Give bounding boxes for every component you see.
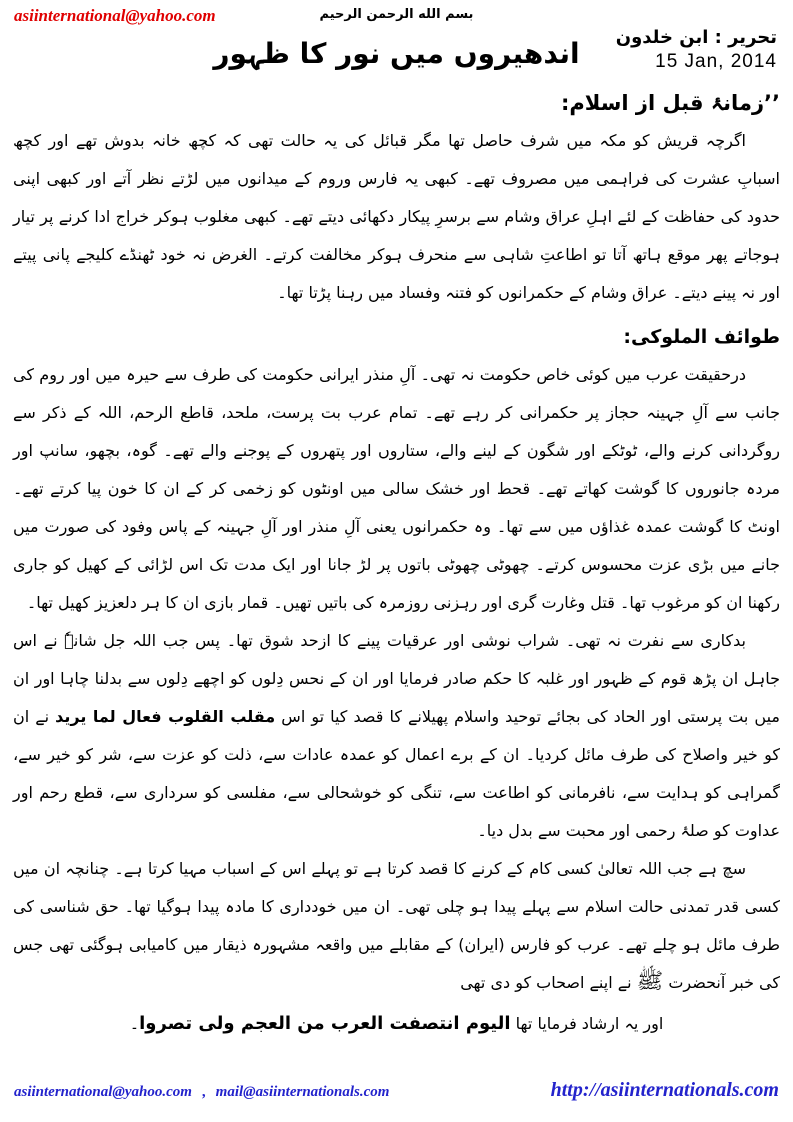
- arabic-hadith-quote: اليوم انتصفت العرب من العجم ولی تصروا: [139, 1013, 511, 1034]
- author-line: تحریر : ابن خلدون: [615, 27, 777, 48]
- closing-intro-text: اور یہ ارشاد فرمایا تھا: [515, 1014, 664, 1033]
- byline-block: [616, 27, 777, 73]
- paragraph-arab-society: درحقیقت عرب میں کوئی خاص حکومت نہ تھی۔ آلِ منذر ایرانی حکومت کی طرف سے حیرہ میں اور روم کی جانب سے آلِ جہینہ حجاز پر حکمرانی کر رہے تھے۔ تمام عرب بت پرست، ملحد، قاطع الرحم، اللہ کے ذکر سے روگردانی کرنے والے، ٹوٹکے اور شگون کے لینے والے، ستاروں اور پتھروں کے پوجنے والے تھے۔ گوہ، بچھو، سانپ اور مردہ جانوروں کا گوشت کھاتے تھے۔ قحط اور خشک سالی میں اونٹوں کو زخمی کر کے ان کا خون پیا کرتے تھے۔ اونٹ کا گوشت عمدہ غذاؤں میں سے تھا۔ وہ حکمرانوں یعنی آلِ منذر اور آلِ جہینہ کے پاس وفود کی صورت میں جانے میں بڑی عزت محسوس کرتے۔ چھوٹی چھوٹی باتوں پر لڑ جانا اور ایک مدت تک اس لڑائی کے کھیل کو جاری رکھنا ان کو مرغوب تھا۔ قتل وغارت گری اور رہزنی روزمرہ کی باتیں تھیں۔ قمار بازی ان کا ہر دلعزیز کھیل تھا۔: [13, 365, 780, 612]
- paragraph-divine-transformation: [13, 622, 780, 850]
- footer-website-link[interactable]: http://asiinternationals.com: [550, 1079, 779, 1101]
- paragraph-text-before: بدکاری سے نفرت نہ تھی۔ شراب نوشی اور عرقیات پینے کا ازحد شوق تھا۔ پس جب اللہ جل شانہٗ نے اس جاہل ان پڑھ قوم کے ظہور اور غلبہ کا حکم صادر فرمایا اور ان کے نحس دِلوں کو اچھے دِلوں سے بدلنا چاہا اور ان میں بت پرستی اور الحاد کی بجائے توحید واسلام پھیلانے کا قصد کیا تو اس: [13, 631, 781, 726]
- footer-email-1-link[interactable]: asiinternational@yahoo.com: [14, 1084, 192, 1100]
- arabic-phrase-muqallib-al-quloob: مقلب القلوب فعال لما يريد: [55, 707, 276, 726]
- paragraph-text-after: نے اپنے اصحاب کو دی تھی: [460, 973, 632, 992]
- sallallahu-alaihi-wasallam-mark: ﷺ: [636, 969, 664, 994]
- footer-bar: [14, 1079, 779, 1102]
- paragraph-asbab-aur-zi-qar: [13, 850, 780, 1002]
- paragraph-text-before: سچ ہے جب اللہ تعالیٰ کسی کام کے کرنے کا قصد کرتا ہے تو پہلے اس کے اسباب مہیا کرتا ہے۔ چنانچہ ان میں کسی قدر تمدنی حالت اسلام سے پہلے پیدا ہو چلی تھی۔ ان میں خودداری کا مادہ پیدا ہوگیا تھا۔ حق شناسی کی طرف مائل ہو چلے تھے۔ عرب کو فارس (ایران) کے مقابلے میں واقعہ مشہورہ ذیقار میں کامیابی ہوگئی تھی جس کی خبر آنحضرت: [13, 859, 780, 992]
- date-text: 15 Jan, 2014: [655, 51, 777, 72]
- bismillah-text: بسم الله الرحمن الرحيم: [319, 7, 474, 22]
- footer-email-2-link[interactable]: mail@asiinternationals.com: [215, 1084, 390, 1100]
- header-email-link[interactable]: asiinternational@yahoo.com: [14, 6, 216, 25]
- section-heading-tawaif-ul-mulooki: طوائف الملوکی:: [623, 326, 780, 348]
- footer-separator: ,: [201, 1084, 206, 1100]
- paragraph-text-after: نے ان کو خیر واصلاح کی طرف مائل کردیا۔ ان کے برے اعمال کو عمدہ عادات سے، ذلت کو عزت سے، شر کو خیر سے، گمراہی کو ہدایت سے، نافرمانی کو اطاعت سے، تنگی کو خوشحالی سے، مفلسی کو سرداری سے، قطع رحم اور عداوت کو صلۂ رحمی اور محبت سے بدل دیا۔: [13, 707, 780, 840]
- page-title: اندھیروں میں نور کا ظہور: [213, 37, 580, 70]
- section-heading-pre-islam-era: ’’زمانۂ قبل از اسلام:: [561, 91, 780, 115]
- closing-hadith-line: [13, 1004, 780, 1044]
- closing-period: ۔: [129, 1014, 140, 1033]
- footer-emails: [14, 1084, 389, 1101]
- paragraph-quraish-condition: اگرچہ قریش کو مکہ میں شرف حاصل تھا مگر قبائل کی یہ حالت تھی کہ کچھ خانہ بدوش تھے اور کچھ اسبابِ عشرت کی فراہمی میں مصروف تھے۔ کبھی یہ فارس وروم کے میدانوں میں لڑتے نظر آتے اور کبھی اپنی حدود کی حفاظت کے لئے اہلِ عراق وشام سے برسرِ پیکار دکھائی دیتے تھے۔ کبھی مغلوب ہوکر خراج ادا کرنے پر تیار ہوجاتے پھر موقع ہاتھ آتا تو اطاعتِ شاہی سے منحرف ہوکر مخالفت کرتے۔ الغرض نہ خود ٹھنڈے کلیجے پانی پیتے اور نہ پینے دیتے۔ عراق وشام کے حکمرانوں کو فتنہ وفساد میں رہنا پڑتا تھا۔: [13, 131, 780, 302]
- document-body: [0, 74, 793, 1044]
